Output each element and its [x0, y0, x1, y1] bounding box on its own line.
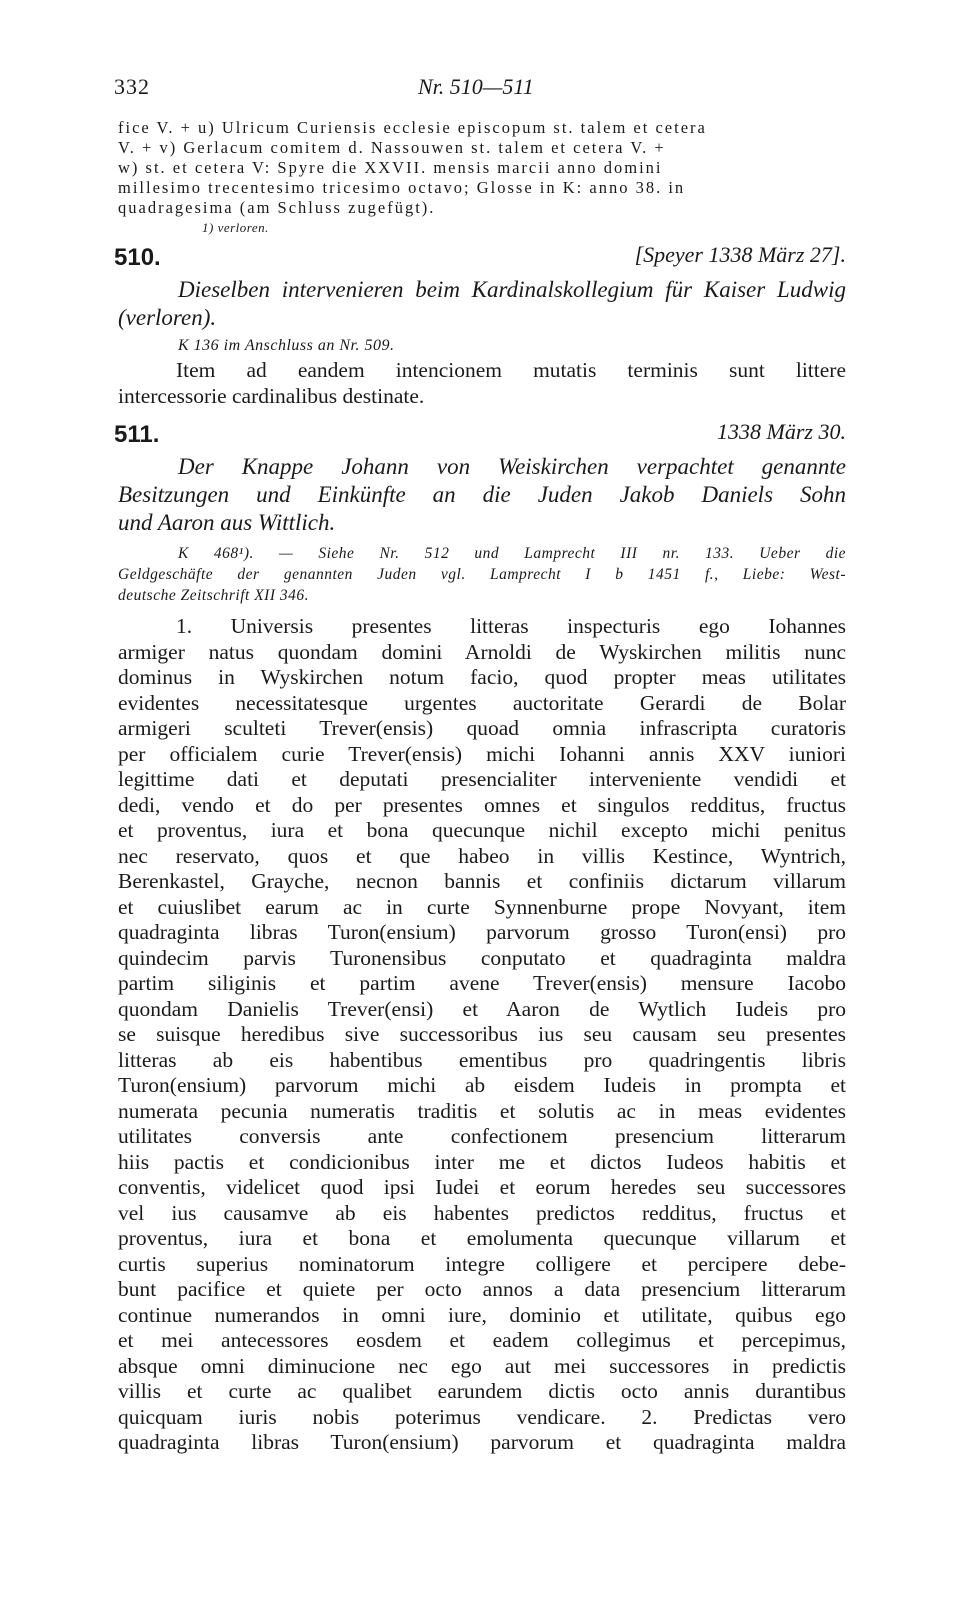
text-line: absque omni diminucione nec ego aut mei successores in predictis: [118, 1353, 846, 1378]
apparatus-line: fice V. + u) Ulricum Curiensis ecclesie episcopum st. talem et cetera: [118, 118, 707, 137]
text-line: 1. Universis presentes litteras inspecturis ego Iohannes: [176, 614, 846, 638]
entry-510-text: [118, 358, 846, 409]
text-line: per officialem curie Trever(ensis) michi Iohanni annis XXV iuniori: [118, 741, 846, 766]
entry-511-heading: [114, 419, 846, 451]
text-line: armiger natus quondam domini Arnoldi de Wyskirchen militis nunc: [118, 639, 846, 664]
reference-line: deutsche Zeitschrift XII 346.: [118, 587, 309, 604]
apparatus-line: w) st. et cetera V: Spyre die XXVII. mensis marcii anno domini: [118, 158, 663, 177]
entry-number: 510.: [114, 244, 161, 271]
text-line: quadraginta libras Turon(ensium) parvorum grosso Turon(ensi) pro: [118, 920, 846, 944]
apparatus-line: V. + v) Gerlacum comitem d. Nassouwen st. talem et cetera V. +: [118, 138, 666, 157]
text-line: dedi, vendo et do per presentes omnes et singulos redditus, fructus: [118, 792, 846, 817]
text-line: hiis pactis et condicionibus inter me et dictos Iudeos habitis et: [118, 1149, 846, 1174]
footnote: 1) verloren.: [202, 220, 269, 235]
text-line: bunt pacifice et quiete per octo annos a data presencium litterarum: [118, 1277, 846, 1301]
entry-date: [Speyer 1338 März 27].: [634, 242, 846, 267]
document-page: [114, 74, 846, 1456]
regest-line: und Aaron aus Wittlich.: [118, 510, 336, 535]
text-line: quindecim parvis Turonensibus conputato et quadraginta maldra: [118, 945, 846, 970]
apparatus-line: quadragesima (am Schluss zugefügt).: [118, 198, 436, 217]
reference-line: K 468¹). — Siehe Nr. 512 und Lamprecht III nr. 133. Ueber die: [178, 545, 846, 562]
entry-number: 511.: [114, 421, 160, 448]
text-line: intercessorie cardinalibus destinate.: [118, 383, 425, 408]
text-line: vel ius causamve ab eis habentes predictos redditus, fructus et: [118, 1200, 846, 1225]
apparatus-continuation: [118, 118, 846, 218]
entry-510-regest: Dieselben intervenieren beim Kardinalskollegium für Kaiser Ludwig (verloren).: [118, 277, 846, 330]
reference-line: Geldgeschäfte der genannten Juden vgl. Lamprecht I b 1451 f., Liebe: West-: [118, 566, 846, 583]
entry-510-heading: [114, 242, 846, 274]
text-line: conventis, videlicet quod ipsi Iudei et eorum heredes seu successores: [118, 1175, 846, 1199]
text-line: continue numerandos in omni iure, dominio et utilitate, quibus ego: [118, 1302, 846, 1327]
entry-510-reference: K 136 im Anschluss an Nr. 509.: [178, 337, 395, 354]
apparatus-line: millesimo trecentesimo tricesimo octavo; Glosse in K: anno 38. in: [118, 178, 686, 197]
regest-line: Der Knappe Johann von Weiskirchen verpachtet genannte: [178, 454, 846, 479]
text-line: et cuiuslibet earum ac in curte Synnenburne prope Novyant, item: [118, 894, 846, 919]
text-line: et proventus, iura et bona quecunque nichil excepto michi penitus: [118, 818, 846, 842]
text-line: armigeri sculteti Trever(ensis) quoad omnia infrascripta curatoris: [118, 716, 846, 740]
text-line: dominus in Wyskirchen notum facio, quod propter meas utilitates: [118, 665, 846, 689]
text-line: quicquam iuris nobis poterimus vendicare. 2. Predictas vero: [118, 1404, 846, 1429]
entry-511-regest: [118, 453, 846, 537]
text-line: se suisque heredibus sive successoribus ius seu causam seu presentes: [118, 1022, 846, 1046]
text-line: Turon(ensium) parvorum michi ab eisdem Iudeis in prompta et: [118, 1073, 846, 1097]
text-line: Berenkastel, Grayche, necnon bannis et confiniis dictarum villarum: [118, 869, 846, 893]
text-line: utilitates conversis ante confectionem presencium litterarum: [118, 1124, 846, 1148]
text-line: quadraginta libras Turon(ensium) parvorum et quadraginta maldra: [118, 1430, 846, 1454]
text-line: villis et curte ac qualibet earundem dictis octo annis durantibus: [118, 1379, 846, 1403]
text-line: proventus, iura et bona et emolumenta quecunque villarum et: [118, 1226, 846, 1250]
entry-511-reference: [118, 543, 846, 606]
running-title: Nr. 510—511: [418, 74, 534, 99]
entry-date: 1338 März 30.: [717, 419, 846, 444]
running-head: [114, 74, 846, 104]
text-line: curtis superius nominatorum integre colligere et percipere debe-: [118, 1251, 846, 1276]
text-line: partim siliginis et partim avene Trever(ensis) mensure Iacobo: [118, 971, 846, 995]
text-line: evidentes necessitatesque urgentes auctoritate Gerardi de Bolar: [118, 690, 846, 715]
text-line: nec reservato, quos et que habeo in villis Kestince, Wyntrich,: [118, 843, 846, 868]
page-number: 332: [114, 74, 150, 99]
text-line: litteras ab eis habentibus ementibus pro quadringentis libris: [118, 1047, 846, 1072]
text-line: legittime dati et deputati presencialiter interveniente vendidi et: [118, 767, 846, 791]
regest-line: Besitzungen und Einkünfte an die Juden Jakob Daniels Sohn: [118, 482, 846, 507]
text-line: Item ad eandem intencionem mutatis terminis sunt littere: [176, 358, 846, 382]
text-line: numerata pecunia numeratis traditis et solutis ac in meas evidentes: [118, 1098, 846, 1123]
text-line: et mei antecessores eosdem et eadem collegimus et percepimus,: [118, 1328, 846, 1352]
entry-511-text: [118, 614, 846, 1456]
text-line: quondam Danielis Trever(ensi) et Aaron de Wytlich Iudeis pro: [118, 996, 846, 1021]
